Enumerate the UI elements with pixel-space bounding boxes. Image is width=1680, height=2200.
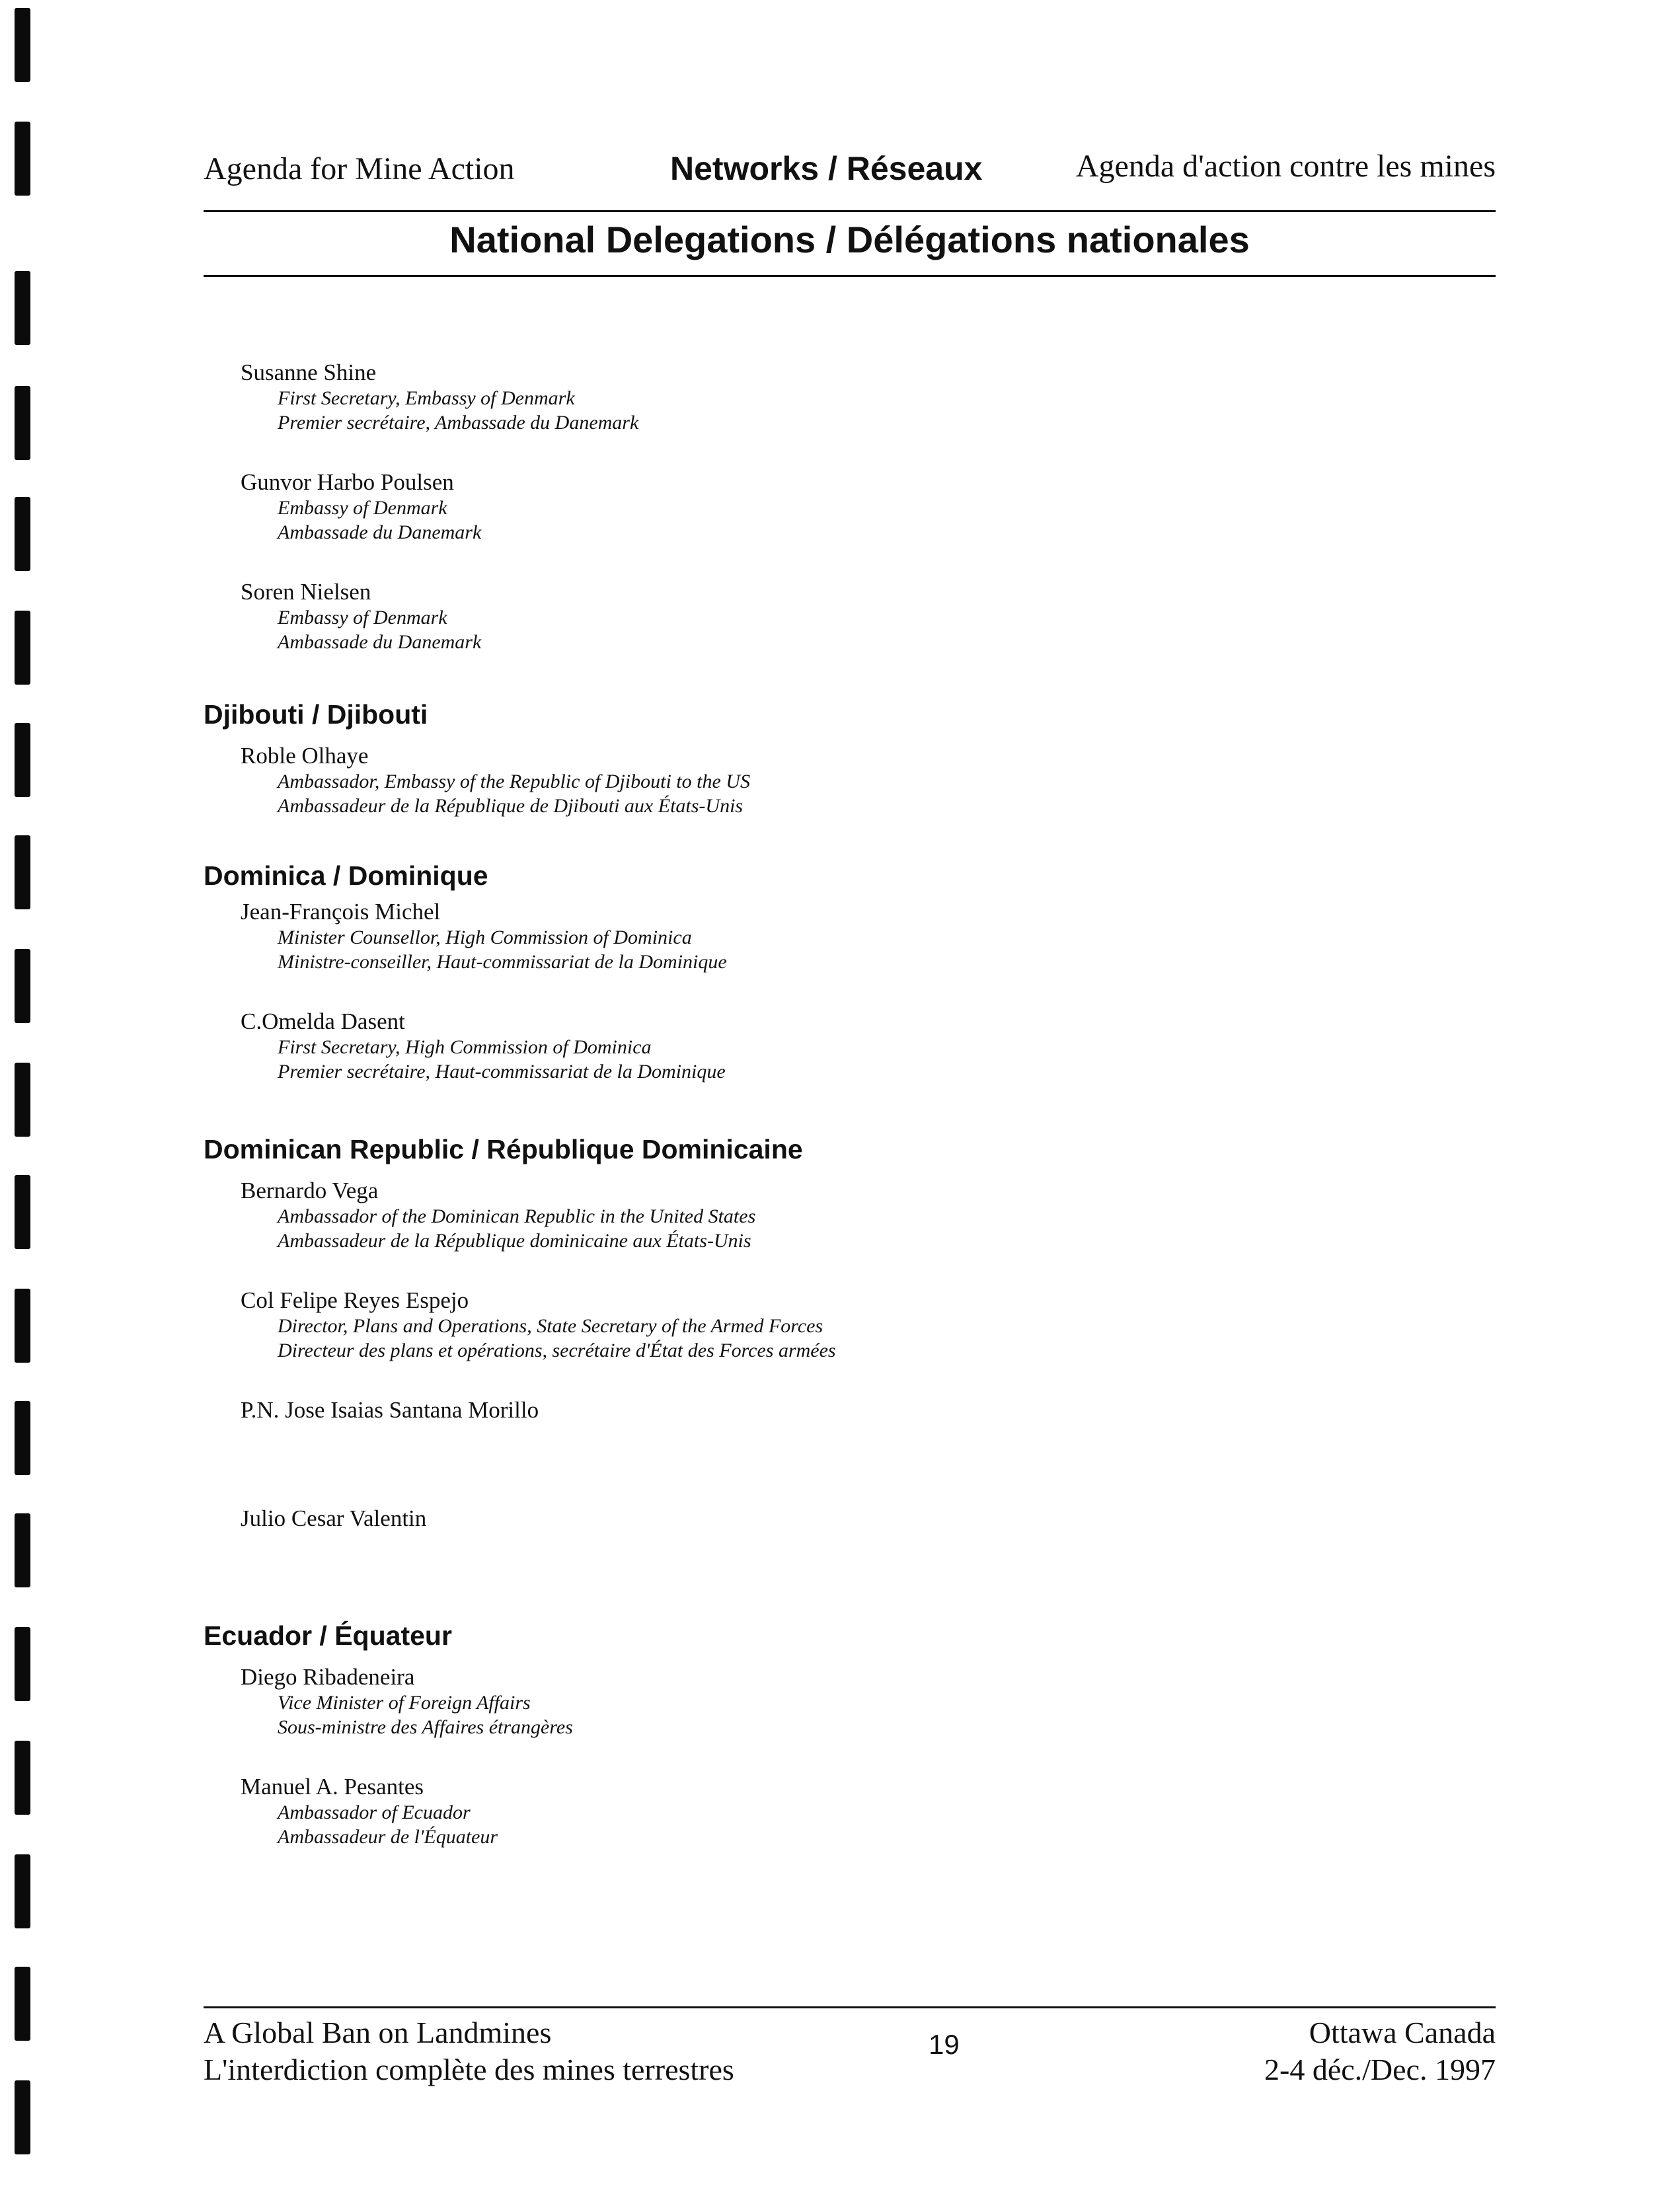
binder-mark [15,723,30,797]
delegate-entry [241,1774,498,1849]
binder-mark [15,2080,30,2154]
footer-event-title-en: A Global Ban on Landmines [204,2016,552,2049]
header-right-title: Agenda d'action contre les mines [1075,149,1496,184]
delegate-title-fr: Ambassade du Danemark [278,631,482,653]
page-number: 19 [929,2029,960,2060]
binder-mark [15,1175,30,1249]
delegate-title-fr: Ministre-conseiller, Haut-commissariat de la Dominique [278,951,727,973]
delegate-title-fr: Ambassade du Danemark [278,521,482,543]
delegate-name: Julio Cesar Valentin [241,1505,427,1531]
page-title: National Delegations / Délégations nationales [449,219,1250,260]
delegate-title-en: Ambassador of Ecuador [278,1802,471,1823]
running-header [204,151,1496,197]
binder-hole-marks [9,0,36,2200]
delegate-title-fr: Sous-ministre des Affaires étrangères [278,1716,573,1738]
binder-mark [15,835,30,909]
binder-mark [15,8,30,82]
delegate-name: P.N. Jose Isaias Santana Morillo [241,1397,539,1423]
delegate-title-en: First Secretary, High Commission of Dominica [278,1036,652,1058]
delegate-title-en: Ambassador of the Dominican Republic in the United States [278,1205,756,1227]
delegate-name: C.Omelda Dasent [241,1008,405,1034]
delegate-name: Susanne Shine [241,360,377,385]
delegate-title-en: Minister Counsellor, High Commission of Dominica [278,927,692,948]
delegate-entry [241,1397,539,1423]
header-section-title: Networks / Réseaux [670,150,983,187]
delegate-title-en: Embassy of Denmark [278,607,447,628]
binder-mark [15,1063,30,1137]
binder-mark [15,1854,30,1928]
delegate-entry [241,1178,755,1253]
delegate-title-en: Director, Plans and Operations, State Secretary of the Armed Forces [278,1315,823,1337]
delegate-entry [241,743,750,818]
delegate-title-en: First Secretary, Embassy of Denmark [278,387,575,409]
delegate-name: Col Felipe Reyes Espejo [241,1287,469,1313]
delegate-name: Manuel A. Pesantes [241,1774,424,1800]
delegate-title-en: Embassy of Denmark [278,497,447,519]
delegate-entry [241,1287,836,1363]
page-footer [204,2014,1496,2087]
delegate-title-fr: Premier secrétaire, Haut-commissariat de la Dominique [278,1061,726,1082]
footer-event-title-fr: L'interdiction complète des mines terrestres [204,2053,734,2086]
header-left-title: Agenda for Mine Action [204,151,515,186]
delegate-entry [241,899,727,974]
delegate-entry [241,360,638,435]
binder-mark [15,1513,30,1587]
footer-right [1264,2014,1496,2088]
binder-mark [15,949,30,1023]
delegate-title-fr: Directeur des plans et opérations, secrétaire d'État des Forces armées [278,1340,836,1361]
binder-mark [15,386,30,460]
delegate-entry [241,1008,726,1084]
binder-mark [15,1289,30,1363]
delegate-name: Diego Ribadeneira [241,1664,415,1690]
country-heading: Dominican Republic / République Dominicaine [204,1134,803,1164]
binder-mark [15,122,30,196]
binder-mark [15,611,30,685]
footer-left [204,2014,734,2088]
binder-mark [15,1741,30,1815]
delegate-entry [241,1505,426,1532]
delegate-title-en: Vice Minister of Foreign Affairs [278,1692,531,1714]
delegate-entry [241,469,481,545]
delegate-title-en: Ambassador, Embassy of the Republic of Djibouti to the US [278,771,750,792]
delegate-name: Jean-François Michel [241,899,441,925]
delegate-title-fr: Ambassadeur de la République de Djibouti aux États-Unis [278,795,744,817]
delegate-name: Gunvor Harbo Poulsen [241,469,454,495]
binder-mark [15,1967,30,2041]
delegate-name: Roble Olhaye [241,743,369,769]
delegate-name: Soren Nielsen [241,579,371,605]
country-heading: Djibouti / Djibouti [204,699,428,730]
delegate-title-fr: Premier secrétaire, Ambassade du Danemark [278,412,639,434]
delegate-title-fr: Ambassadeur de l'Équateur [278,1826,498,1848]
binder-mark [15,497,30,571]
footer-location: Ottawa Canada [1309,2016,1496,2049]
country-heading: Dominica / Dominique [204,860,488,891]
binder-mark [15,1627,30,1701]
header-rule [204,210,1496,212]
title-rule [204,275,1496,277]
footer-rule [204,2006,1496,2008]
delegate-entry [241,579,481,654]
country-heading: Ecuador / Équateur [204,1620,452,1651]
delegate-name: Bernardo Vega [241,1178,379,1203]
delegate-entry [241,1664,573,1739]
footer-dates: 2-4 déc./Dec. 1997 [1264,2053,1496,2086]
delegate-title-fr: Ambassadeur de la République dominicaine aux États-Unis [278,1230,751,1252]
binder-mark [15,271,30,345]
binder-mark [15,1401,30,1475]
